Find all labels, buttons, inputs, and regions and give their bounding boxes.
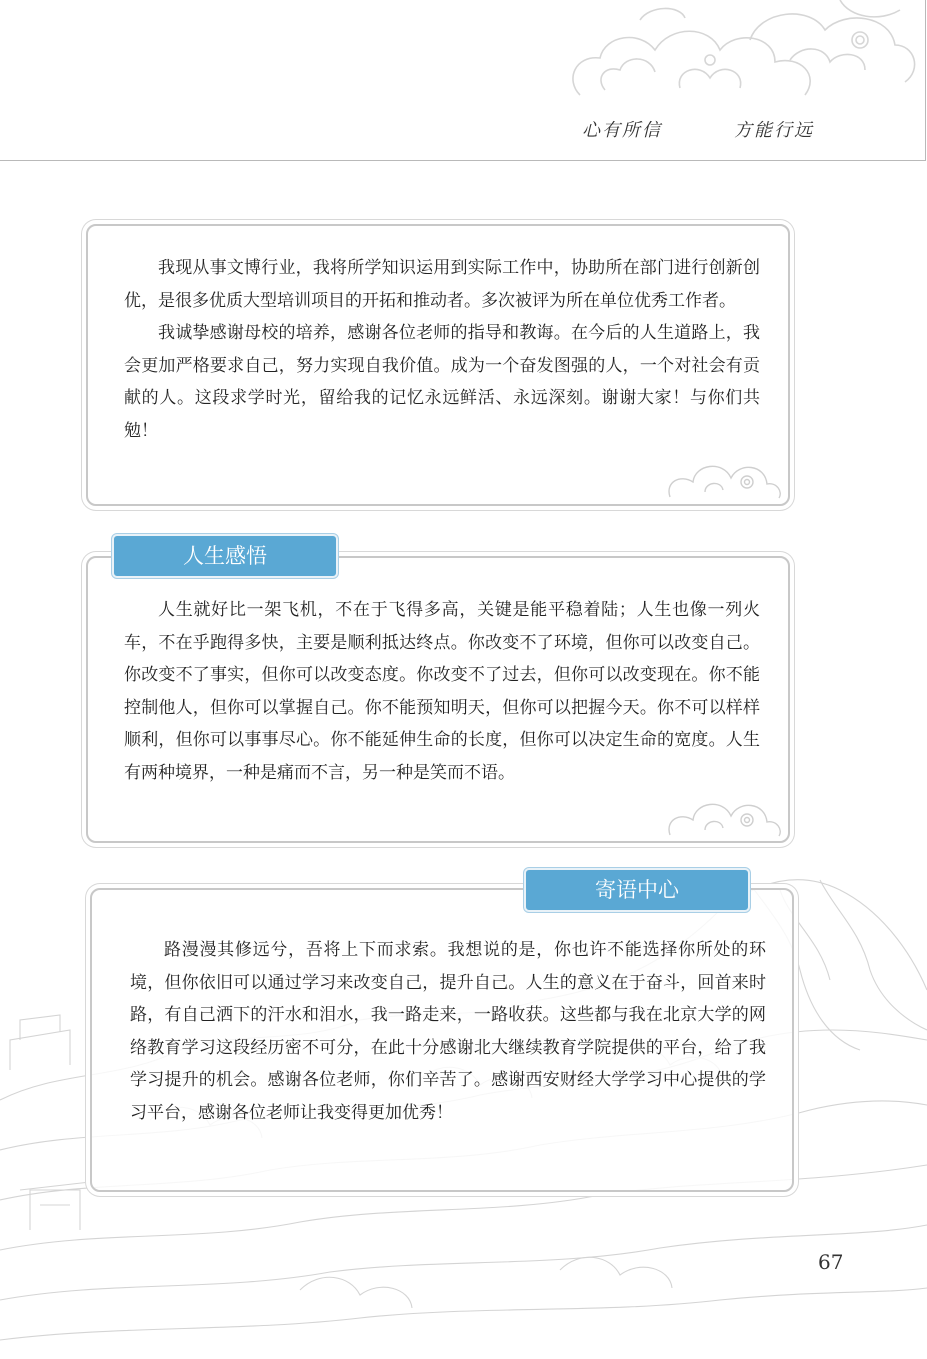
header-side-divider <box>925 0 926 161</box>
cloud-swirl-icon <box>665 452 783 500</box>
life-paragraph-1: 人生就好比一架飞机，不在于飞得多高，关键是能平稳着陆；人生也像一列火车，不在乎跑得多快，主要是顺利抵达终点。你改变不了环境，但你可以改变自己。你改变不了事实，但你可以改变态度。你改变不了过去，但你可以改变现在。你不能控制他人，但你可以掌握自己。你不能预知明天，但你可以把握今天。你不可以样样顺利，但你可以事事尽心。你不能延伸生命的长度，但你可以决定生命的宽度。人生有两种境界，一种是痛而不言，另一种是笑而不语。 <box>124 600 760 783</box>
intro-paragraph-1: 我现从事文博行业，我将所学知识运用到实际工作中，协助所在部门进行创新创优，是很多优质大型培训项目的开拓和推动者。多次被评为所在单位优秀工作者。 <box>124 258 760 311</box>
header-divider <box>0 160 926 161</box>
message-text <box>130 934 766 1129</box>
intro-paragraph-2: 我诚挚感谢母校的培养，感谢各位老师的指导和教诲。在今后的人生道路上，我会更加严格要求自己，努力实现自我价值。成为一个奋发图强的人，一个对社会有贡献的人。这段求学时光，留给我的记忆永远鲜活、永远深刻。谢谢大家！与你们共勉！ <box>124 323 760 441</box>
page-header <box>0 0 927 160</box>
motto-part-2: 方能行远 <box>734 120 814 141</box>
cloud-swirl-icon <box>665 790 783 838</box>
intro-text <box>124 252 760 447</box>
message-section-title: 寄语中心 <box>524 868 750 912</box>
message-paragraph-1: 路漫漫其修远兮，吾将上下而求索。我想说的是，你也许不能选择你所处的环境，但你依旧可以通过学习来改变自己，提升自己。人生的意义在于奋斗，回首来时路，有自己洒下的汗水和泪水，我一路走来，一路收获。这些都与我在北京大学的网络教育学习这段经历密不可分，在此十分感谢北大继续教育学院提供的平台，给了我学习提升的机会。感谢各位老师，你们辛苦了。感谢西安财经大学学习中心提供的学习平台，感谢各位老师让我变得更加优秀！ <box>130 940 766 1123</box>
page-number: 67 <box>818 1250 844 1274</box>
life-section-title: 人生感悟 <box>112 534 338 578</box>
life-text <box>124 594 760 789</box>
cloud-pattern-icon <box>560 0 926 110</box>
motto-part-1: 心有所信 <box>582 120 662 141</box>
